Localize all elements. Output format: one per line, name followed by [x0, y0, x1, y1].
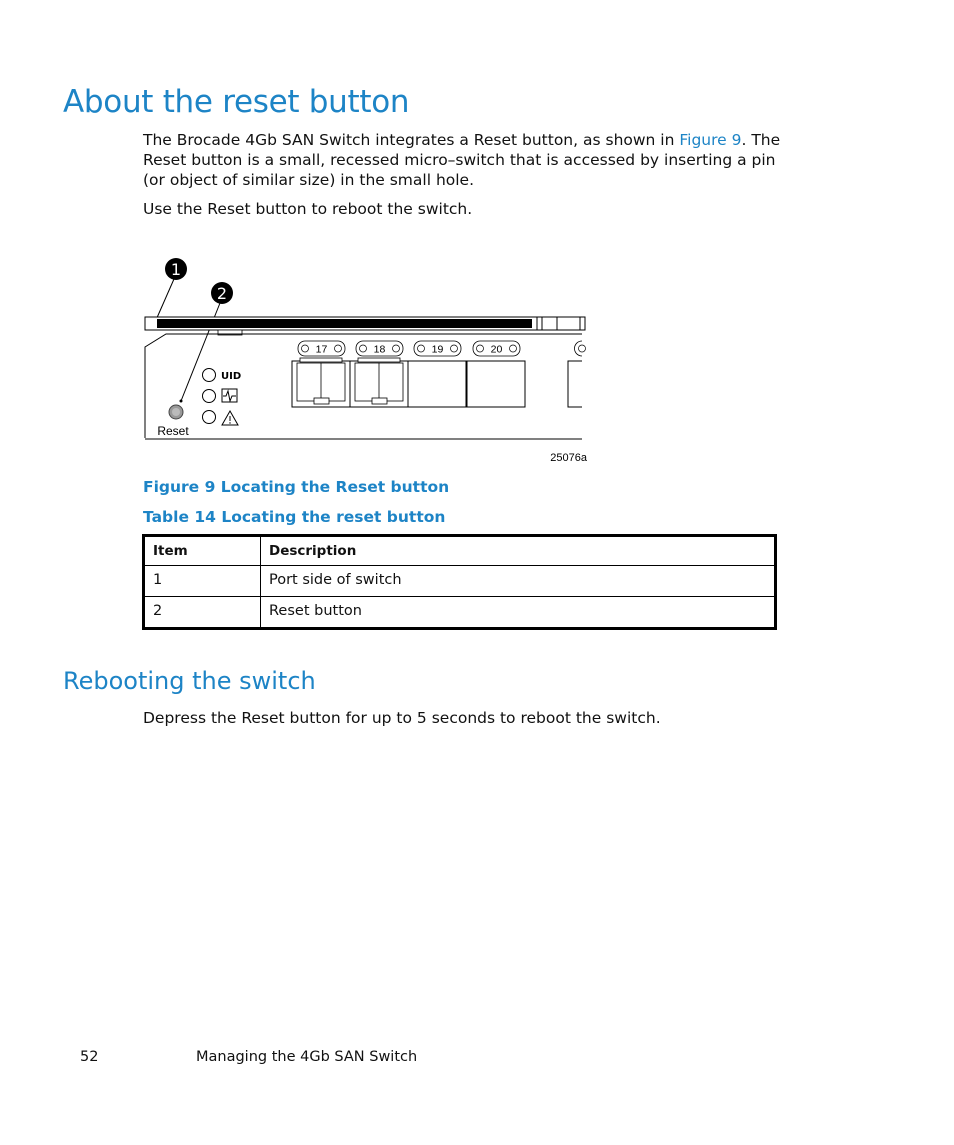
footer-chapter: Managing the 4Gb SAN Switch	[196, 1049, 418, 1065]
intro-text-start: The Brocade 4Gb SAN Switch integrates a Reset button, as shown in	[143, 131, 680, 149]
table-cell-item: 2	[144, 597, 261, 629]
reboot-paragraph: Depress the Reset button for up to 5 seconds to reboot the switch.	[143, 709, 661, 727]
port-number-19: 19	[431, 343, 444, 356]
figure-caption: Figure 9 Locating the Reset button	[143, 478, 450, 496]
figure-link[interactable]: Figure 9	[679, 131, 742, 149]
figure-id: 25076a	[550, 452, 587, 464]
led-panel	[203, 369, 242, 426]
intro-text-end: . The Reset button is a small, recessed micro–switch that is accessed by inserting a pin (or object of similar size) in the small hole.	[143, 131, 781, 189]
port-label-20	[473, 341, 520, 356]
port-number-18: 18	[373, 343, 386, 356]
callout-2-number: 2	[216, 284, 228, 303]
table-cell-description: Port side of switch	[261, 566, 776, 597]
port-label-19	[414, 341, 461, 356]
reset-button-figure	[140, 250, 600, 470]
callout-1-number: 1	[170, 260, 182, 279]
reset-label: Reset	[157, 424, 189, 438]
reset-button-hole	[169, 405, 183, 419]
items-table	[142, 534, 777, 630]
uid-label: UID	[221, 371, 242, 382]
sfp-ports	[292, 358, 582, 407]
use-paragraph: Use the Reset button to reboot the switch.	[143, 200, 473, 218]
page-number: 52	[80, 1049, 99, 1065]
port-label-18	[356, 341, 403, 356]
callout-1	[155, 258, 188, 322]
table-cell-item: 1	[144, 566, 261, 597]
table-row	[144, 597, 776, 629]
port-labels	[298, 341, 586, 356]
table-row	[144, 566, 776, 597]
intro-paragraph	[143, 130, 793, 190]
switch-top-rail	[145, 317, 585, 335]
column-header-item: Item	[144, 536, 261, 566]
port-number-17: 17	[315, 343, 328, 356]
column-header-description: Description	[261, 536, 776, 566]
table-cell-description: Reset button	[261, 597, 776, 629]
page-title: About the reset button	[63, 84, 410, 120]
port-label-17	[298, 341, 345, 356]
port-number-20: 20	[490, 343, 503, 356]
callout-2	[180, 282, 234, 403]
table-header-row	[144, 536, 776, 566]
section-heading: Rebooting the switch	[63, 667, 316, 695]
table-caption: Table 14 Locating the reset button	[143, 508, 446, 526]
